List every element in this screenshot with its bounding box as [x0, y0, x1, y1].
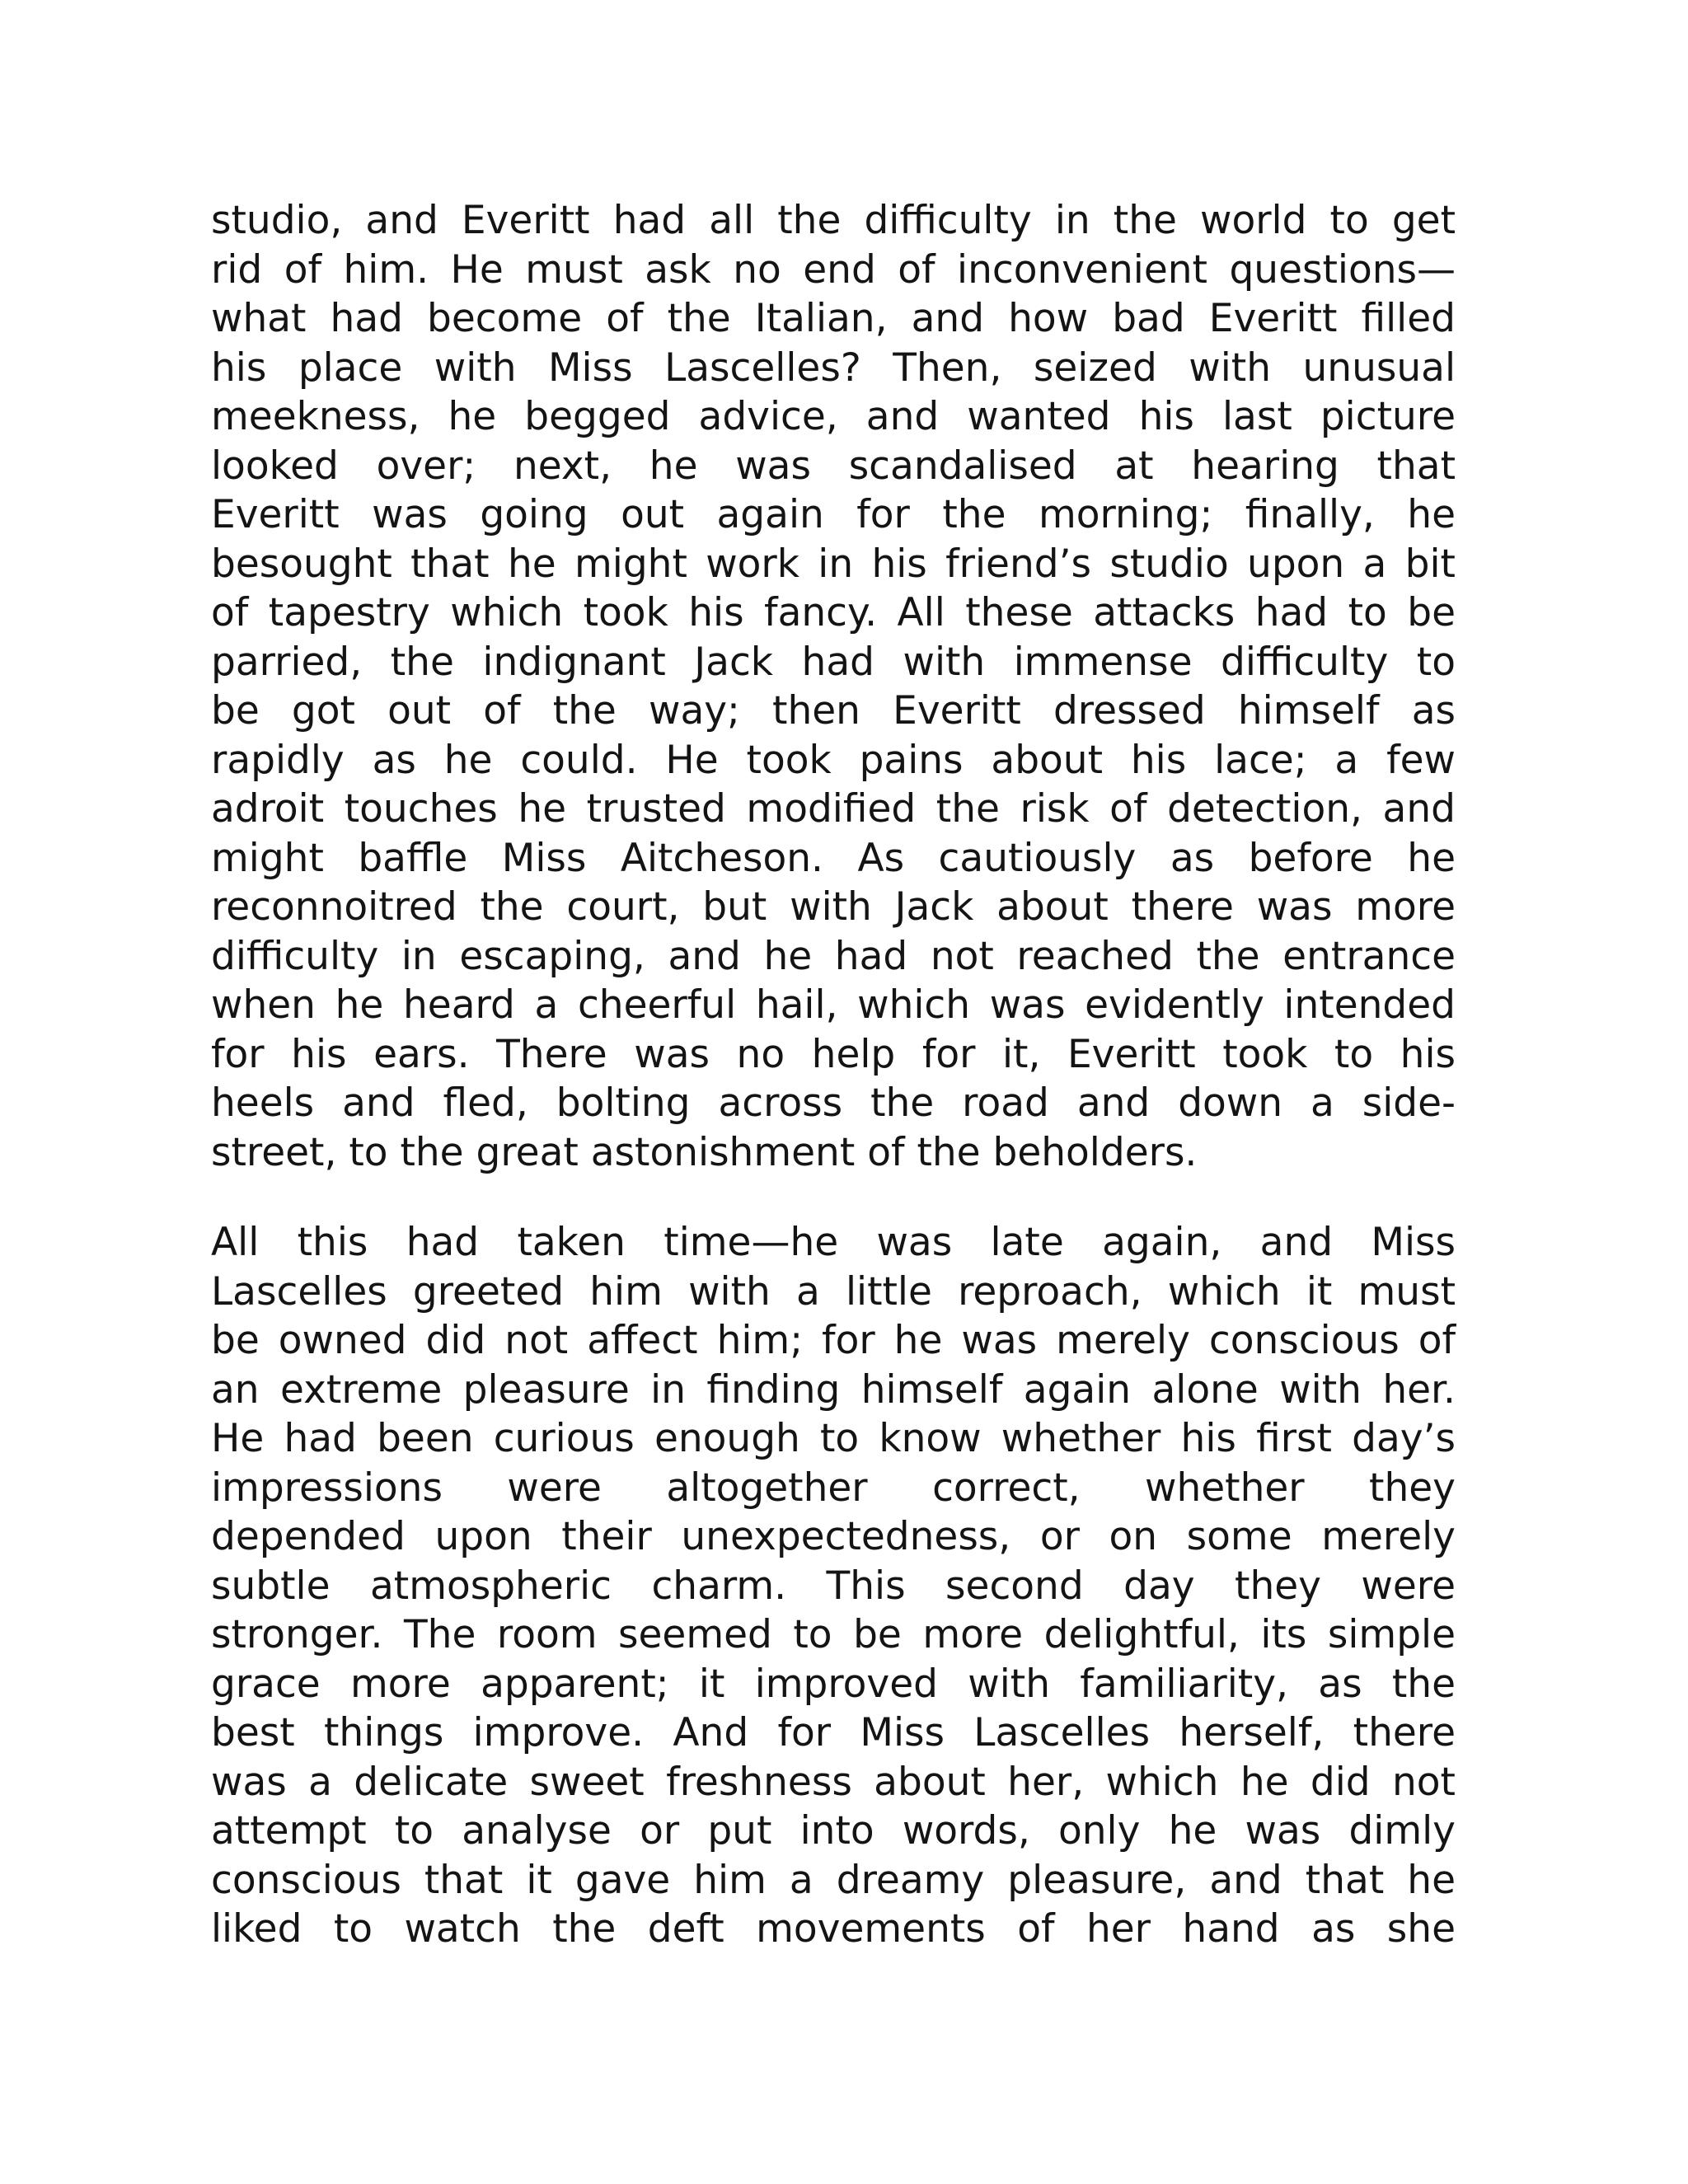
text-line: an extreme pleasure in finding himself again alone with her. [211, 1366, 1456, 1413]
text-line: grace more apparent; it improved with familiarity, as the [211, 1661, 1456, 1707]
text-line: besought that he might work in his friend’s studio upon a bit [211, 541, 1456, 587]
text-line: parried, the indignant Jack had with immense difficulty to [211, 639, 1456, 685]
text-line: of tapestry which took his fancy. All these attacks had to be [211, 590, 1456, 635]
text-line: All this had taken time—he was late again, and Miss [211, 1220, 1456, 1265]
text-line: when he heard a cheerful hail, which was evidently intended [211, 982, 1456, 1028]
page-body [211, 196, 1456, 1954]
text-line: conscious that it gave him a dreamy pleasure, and that he [211, 1857, 1456, 1903]
text-line: rid of him. He must ask no end of inconvenient questions— [211, 246, 1456, 293]
text-line: depended upon their unexpectedness, or on some merely [211, 1514, 1456, 1559]
text-line: be got out of the way; then Everitt dressed himself as [211, 688, 1456, 733]
text-line: for his ears. There was no help for it, Everitt took to his [211, 1031, 1456, 1077]
text-line: impressions were altogether correct, whether they [211, 1465, 1456, 1511]
paragraph-2 [211, 1218, 1456, 1954]
paragraph-1 [211, 196, 1456, 1177]
text-line: adroit touches he trusted modified the risk of detection, and [211, 786, 1456, 832]
text-line: reconnoitred the court, but with Jack about there was more [211, 884, 1456, 930]
text-line: looked over; next, he was scandalised at hearing that [211, 443, 1456, 489]
text-line: meekness, he begged advice, and wanted his last picture [211, 394, 1456, 439]
text-line: stronger. The room seemed to be more delightful, its simple [211, 1612, 1456, 1657]
text-line: studio, and Everitt had all the difficulty in the world to get [211, 198, 1456, 243]
text-line: best things improve. And for Miss Lascelles herself, there [211, 1710, 1456, 1755]
text-line: subtle atmospheric charm. This second day they were [211, 1563, 1456, 1609]
text-line: what had become of the Italian, and how bad Everitt filled [211, 296, 1456, 341]
text-line: attempt to analyse or put into words, only he was dimly [211, 1808, 1456, 1854]
text-line: his place with Miss Lascelles? Then, seized with unusual [211, 344, 1456, 391]
text-line: street, to the great astonishment of the beholders. [211, 1129, 1198, 1175]
text-line: be owned did not affect him; for he was merely conscious of [211, 1318, 1456, 1363]
text-line: heels and fled, bolting across the road and down a side- [211, 1080, 1456, 1126]
text-line: difficulty in escaping, and he had not reached the entrance [211, 933, 1456, 979]
text-line: He had been curious enough to know whether his first day’s [211, 1416, 1456, 1461]
text-line: liked to watch the deft movements of her hand as she [211, 1906, 1456, 1952]
text-line: rapidly as he could. He took pains about his lace; a few [211, 737, 1456, 783]
text-line: might baffle Miss Aitcheson. As cautiously as before he [211, 835, 1456, 881]
text-line: was a delicate sweet freshness about her, which he did not [211, 1759, 1456, 1805]
text-line: Lascelles greeted him with a little reproach, which it must [211, 1268, 1456, 1315]
text-line: Everitt was going out again for the morning; finally, he [211, 492, 1456, 537]
